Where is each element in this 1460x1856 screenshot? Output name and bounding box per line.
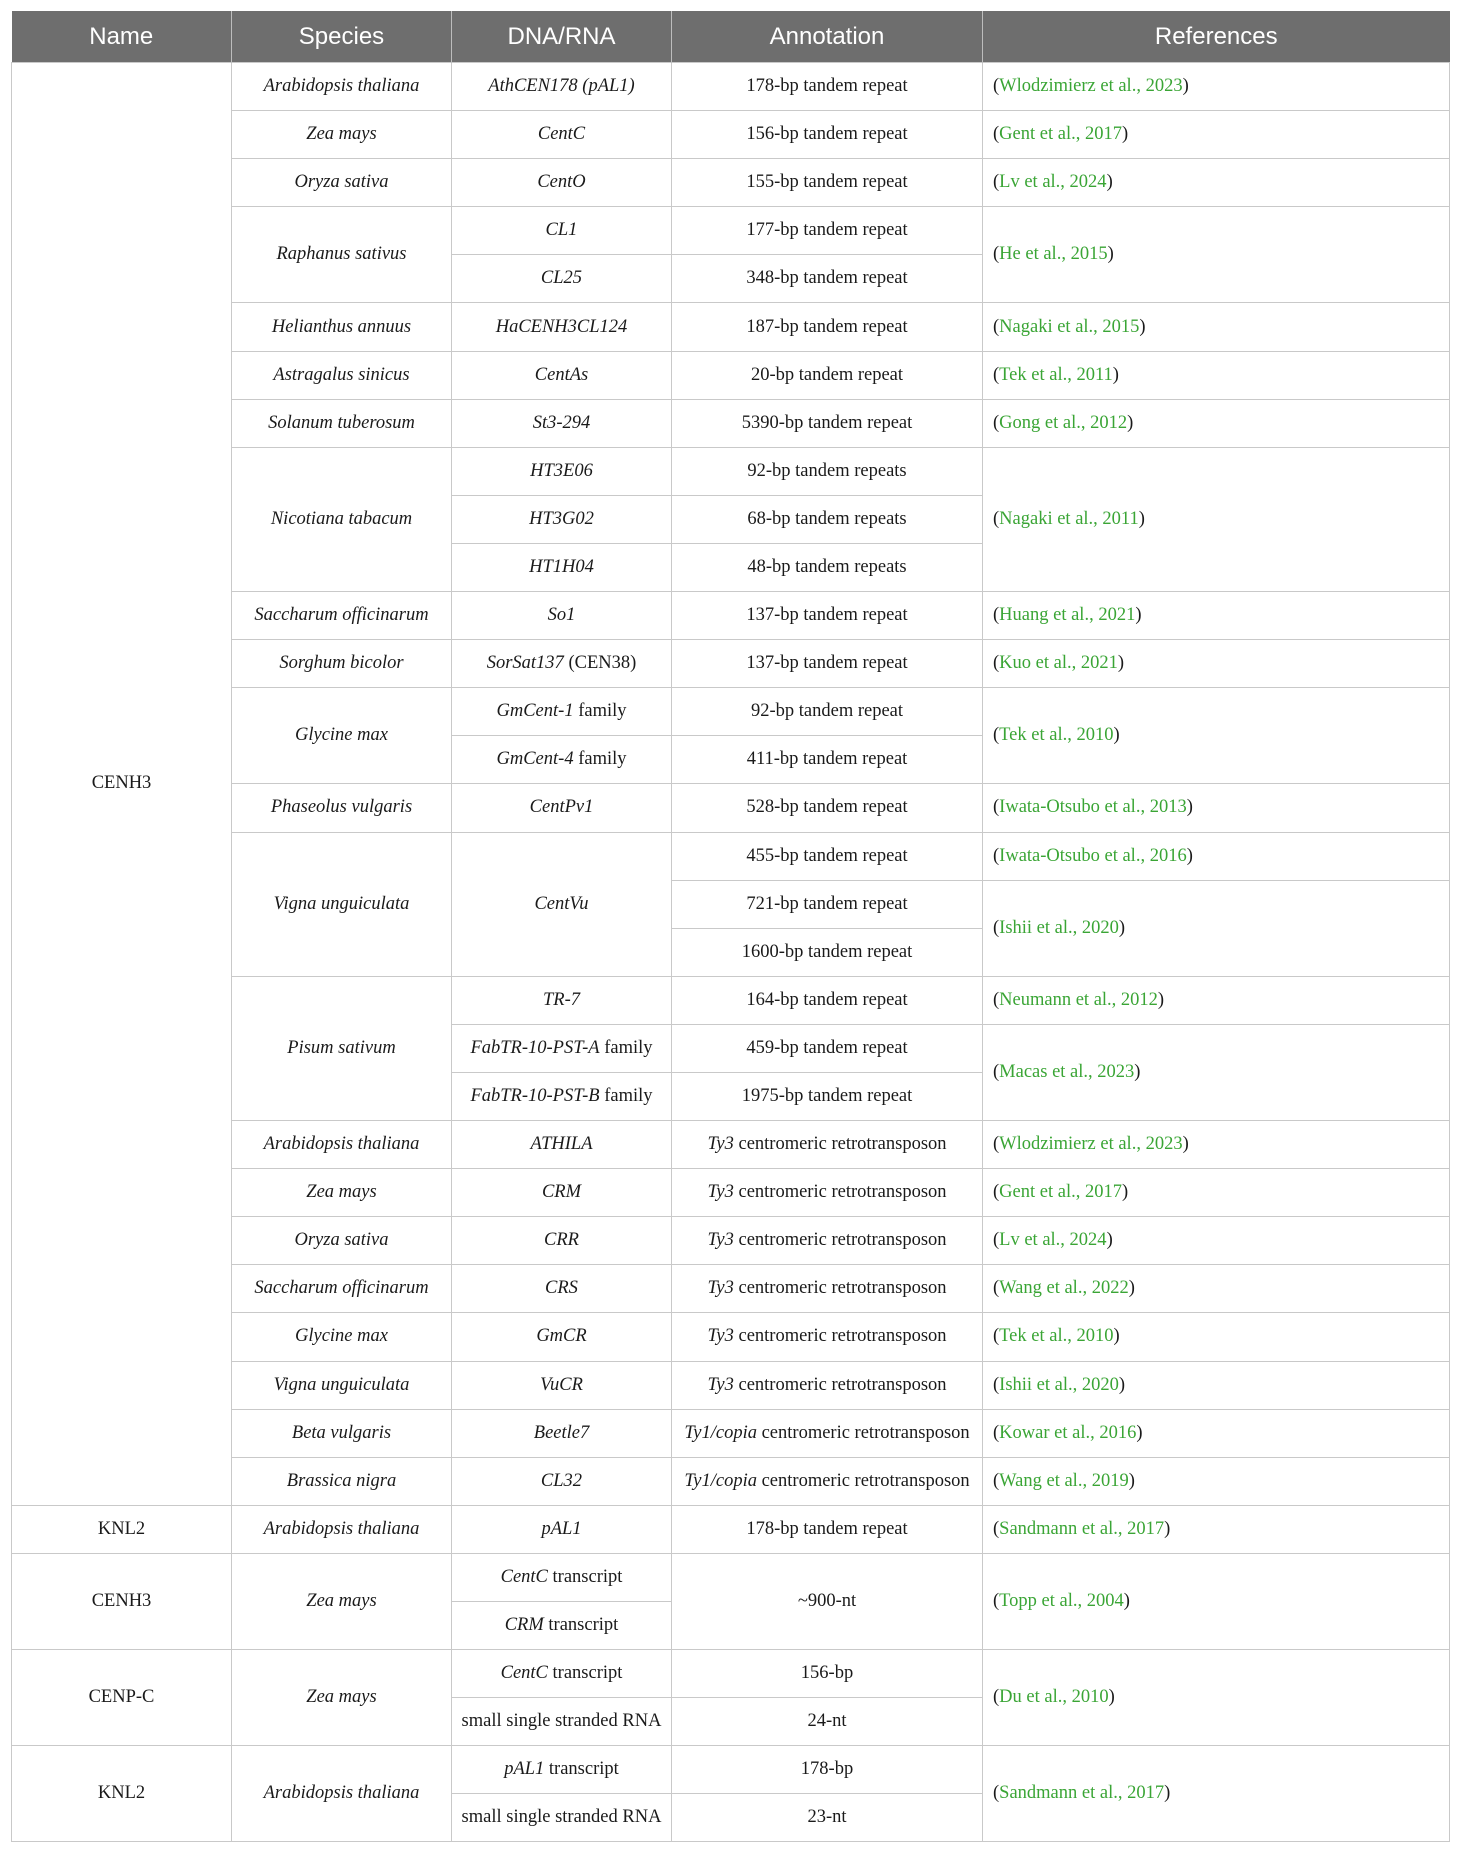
dna-cell: HT3E06 bbox=[452, 447, 672, 495]
reference-cell: (Gong et al., 2012) bbox=[983, 399, 1450, 447]
species-cell: Arabidopsis thaliana bbox=[232, 1746, 452, 1842]
name-cell: KNL2 bbox=[12, 1746, 232, 1842]
reference-link[interactable]: Macas et al., 2023 bbox=[999, 1061, 1135, 1082]
reference-cell: (Neumann et al., 2012) bbox=[983, 976, 1450, 1024]
annotation-cell: 156-bp bbox=[672, 1650, 983, 1698]
reference-link[interactable]: Sandmann et al., 2017 bbox=[999, 1783, 1165, 1804]
reference-cell: (Wlodzimierz et al., 2023) bbox=[983, 1121, 1450, 1169]
reference-link[interactable]: Lv et al., 2024 bbox=[999, 1230, 1107, 1251]
dna-cell: CRM transcript bbox=[452, 1602, 672, 1650]
annotation-cell: 177-bp tandem repeat bbox=[672, 207, 983, 255]
annotation-cell: 455-bp tandem repeat bbox=[672, 832, 983, 880]
header-species: Species bbox=[232, 11, 452, 63]
species-cell: Helianthus annuus bbox=[232, 303, 452, 351]
reference-link[interactable]: Wang et al., 2019 bbox=[999, 1470, 1129, 1491]
annotation-cell: 459-bp tandem repeat bbox=[672, 1024, 983, 1072]
dna-cell: St3-294 bbox=[452, 399, 672, 447]
data-table bbox=[11, 11, 1450, 1842]
reference-link[interactable]: Gent et al., 2017 bbox=[999, 124, 1122, 145]
dna-cell: FabTR-10-PST-B family bbox=[452, 1072, 672, 1120]
reference-link[interactable]: Huang et al., 2021 bbox=[999, 605, 1136, 626]
annotation-cell: 411-bp tandem repeat bbox=[672, 736, 983, 784]
reference-cell: (Tek et al., 2010) bbox=[983, 1313, 1450, 1361]
dna-cell: FabTR-10-PST-A family bbox=[452, 1024, 672, 1072]
dna-cell: CentC transcript bbox=[452, 1650, 672, 1698]
reference-link[interactable]: Ishii et al., 2020 bbox=[999, 917, 1119, 938]
annotation-cell: 24-nt bbox=[672, 1698, 983, 1746]
annotation-cell: 155-bp tandem repeat bbox=[672, 159, 983, 207]
reference-link[interactable]: He et al., 2015 bbox=[999, 244, 1108, 265]
reference-link[interactable]: Gong et al., 2012 bbox=[999, 412, 1128, 433]
reference-cell: (Lv et al., 2024) bbox=[983, 159, 1450, 207]
reference-cell: (Wlodzimierz et al., 2023) bbox=[983, 63, 1450, 111]
annotation-cell: Ty3 centromeric retrotransposon bbox=[672, 1265, 983, 1313]
dna-cell: Beetle7 bbox=[452, 1409, 672, 1457]
reference-link[interactable]: Nagaki et al., 2015 bbox=[999, 316, 1140, 337]
species-cell: Saccharum officinarum bbox=[232, 592, 452, 640]
reference-link[interactable]: Lv et al., 2024 bbox=[999, 172, 1107, 193]
annotation-cell: Ty3 centromeric retrotransposon bbox=[672, 1121, 983, 1169]
reference-cell: (Huang et al., 2021) bbox=[983, 592, 1450, 640]
annotation-cell: 528-bp tandem repeat bbox=[672, 784, 983, 832]
annotation-cell: Ty3 centromeric retrotransposon bbox=[672, 1313, 983, 1361]
reference-cell: (Ishii et al., 2020) bbox=[983, 1361, 1450, 1409]
species-cell: Oryza sativa bbox=[232, 159, 452, 207]
dna-cell: CRS bbox=[452, 1265, 672, 1313]
dna-cell: VuCR bbox=[452, 1361, 672, 1409]
reference-cell: (Nagaki et al., 2015) bbox=[983, 303, 1450, 351]
header-references: References bbox=[983, 11, 1450, 63]
reference-cell: (Kowar et al., 2016) bbox=[983, 1409, 1450, 1457]
reference-cell: (Macas et al., 2023) bbox=[983, 1024, 1450, 1120]
species-cell: Arabidopsis thaliana bbox=[232, 1121, 452, 1169]
species-cell: Zea mays bbox=[232, 1169, 452, 1217]
reference-link[interactable]: Wlodzimierz et al., 2023 bbox=[999, 1134, 1183, 1155]
annotation-cell: 721-bp tandem repeat bbox=[672, 880, 983, 928]
species-cell: Phaseolus vulgaris bbox=[232, 784, 452, 832]
species-cell: Solanum tuberosum bbox=[232, 399, 452, 447]
species-cell: Beta vulgaris bbox=[232, 1409, 452, 1457]
reference-cell: (Gent et al., 2017) bbox=[983, 1169, 1450, 1217]
annotation-cell: 187-bp tandem repeat bbox=[672, 303, 983, 351]
annotation-cell: Ty3 centromeric retrotransposon bbox=[672, 1169, 983, 1217]
species-cell: Nicotiana tabacum bbox=[232, 447, 452, 591]
reference-cell: (Lv et al., 2024) bbox=[983, 1217, 1450, 1265]
reference-cell: (Sandmann et al., 2017) bbox=[983, 1505, 1450, 1553]
reference-link[interactable]: Neumann et al., 2012 bbox=[999, 989, 1158, 1010]
annotation-cell: 48-bp tandem repeats bbox=[672, 543, 983, 591]
reference-cell: (He et al., 2015) bbox=[983, 207, 1450, 303]
reference-cell: (Nagaki et al., 2011) bbox=[983, 447, 1450, 591]
annotation-cell: 137-bp tandem repeat bbox=[672, 592, 983, 640]
name-cell: CENP-C bbox=[12, 1650, 232, 1746]
annotation-cell: Ty1/copia centromeric retrotransposon bbox=[672, 1457, 983, 1505]
species-cell: Zea mays bbox=[232, 1650, 452, 1746]
reference-cell: (Kuo et al., 2021) bbox=[983, 640, 1450, 688]
annotation-cell: 178-bp bbox=[672, 1746, 983, 1794]
annotation-cell: 1975-bp tandem repeat bbox=[672, 1072, 983, 1120]
reference-link[interactable]: Topp et al., 2004 bbox=[999, 1591, 1124, 1611]
dna-cell: ATHILA bbox=[452, 1121, 672, 1169]
species-cell: Arabidopsis thaliana bbox=[232, 1505, 452, 1553]
reference-cell: (Du et al., 2010) bbox=[983, 1650, 1450, 1746]
dna-cell: CL1 bbox=[452, 207, 672, 255]
reference-cell: (Iwata-Otsubo et al., 2013) bbox=[983, 784, 1450, 832]
annotation-cell: 164-bp tandem repeat bbox=[672, 976, 983, 1024]
dna-cell: HT1H04 bbox=[452, 543, 672, 591]
dna-cell: CentAs bbox=[452, 351, 672, 399]
annotation-cell: 20-bp tandem repeat bbox=[672, 351, 983, 399]
reference-link[interactable]: Tek et al., 2011 bbox=[999, 364, 1113, 385]
dna-cell: HT3G02 bbox=[452, 495, 672, 543]
table-row bbox=[12, 1746, 1450, 1794]
dna-cell: pAL1 bbox=[452, 1505, 672, 1553]
annotation-cell: 137-bp tandem repeat bbox=[672, 640, 983, 688]
reference-cell: (Gent et al., 2017) bbox=[983, 111, 1450, 159]
dna-cell: TR-7 bbox=[452, 976, 672, 1024]
reference-link[interactable]: Wlodzimierz et al., 2023 bbox=[999, 76, 1183, 97]
table-row bbox=[12, 1505, 1450, 1553]
reference-link[interactable]: Kuo et al., 2021 bbox=[999, 653, 1118, 674]
species-cell: Raphanus sativus bbox=[232, 207, 452, 303]
species-cell: Astragalus sinicus bbox=[232, 351, 452, 399]
reference-cell: (Wang et al., 2022) bbox=[983, 1265, 1450, 1313]
annotation-cell: 156-bp tandem repeat bbox=[672, 111, 983, 159]
dna-cell: SorSat137 (CEN38) bbox=[452, 640, 672, 688]
annotation-cell: 348-bp tandem repeat bbox=[672, 255, 983, 303]
header-dna-rna: DNA/RNA bbox=[452, 11, 672, 63]
name-cell: CENH3 bbox=[12, 1553, 232, 1649]
name-cell: KNL2 bbox=[12, 1505, 232, 1553]
name-cell: CENH3 bbox=[12, 63, 232, 1506]
reference-cell: (Iwata-Otsubo et al., 2016) bbox=[983, 832, 1450, 880]
reference-link[interactable]: Iwata-Otsubo et al., 2013 bbox=[999, 797, 1187, 818]
dna-cell: AthCEN178 (pAL1) bbox=[452, 63, 672, 111]
annotation-cell: Ty3 centromeric retrotransposon bbox=[672, 1361, 983, 1409]
reference-link[interactable]: Nagaki et al., 2011 bbox=[999, 508, 1139, 529]
dna-cell: GmCR bbox=[452, 1313, 672, 1361]
header-name: Name bbox=[12, 11, 232, 63]
dna-cell: So1 bbox=[452, 592, 672, 640]
species-cell: Zea mays bbox=[232, 1553, 452, 1649]
table-row bbox=[12, 63, 1450, 111]
annotation-cell: 1600-bp tandem repeat bbox=[672, 928, 983, 976]
species-cell: Vigna unguiculata bbox=[232, 1361, 452, 1409]
annotation-cell: Ty3 centromeric retrotransposon bbox=[672, 1217, 983, 1265]
species-cell: Vigna unguiculata bbox=[232, 832, 452, 976]
species-cell: Glycine max bbox=[232, 688, 452, 784]
reference-link[interactable]: Wang et al., 2022 bbox=[999, 1278, 1129, 1299]
reference-cell: (Ishii et al., 2020) bbox=[983, 880, 1450, 976]
dna-cell: CL32 bbox=[452, 1457, 672, 1505]
species-cell: Oryza sativa bbox=[232, 1217, 452, 1265]
reference-cell: (Topp et al., 2004) bbox=[983, 1553, 1450, 1649]
reference-link[interactable]: Tek et al., 2010 bbox=[999, 1326, 1114, 1347]
dna-cell: CL25 bbox=[452, 255, 672, 303]
reference-link[interactable]: Ishii et al., 2020 bbox=[999, 1374, 1119, 1395]
annotation-cell: 92-bp tandem repeat bbox=[672, 688, 983, 736]
annotation-cell: 178-bp tandem repeat bbox=[672, 1505, 983, 1553]
dna-cell: CRR bbox=[452, 1217, 672, 1265]
reference-link[interactable]: Tek et al., 2010 bbox=[999, 725, 1114, 746]
dna-cell: CentO bbox=[452, 159, 672, 207]
reference-link[interactable]: Du et al., 2010 bbox=[999, 1687, 1109, 1708]
species-cell: Saccharum officinarum bbox=[232, 1265, 452, 1313]
species-cell: Pisum sativum bbox=[232, 976, 452, 1120]
annotation-cell: 92-bp tandem repeats bbox=[672, 447, 983, 495]
header-row bbox=[12, 11, 1450, 63]
reference-cell: (Wang et al., 2019) bbox=[983, 1457, 1450, 1505]
species-cell: Zea mays bbox=[232, 111, 452, 159]
table-row bbox=[12, 1553, 1450, 1601]
annotation-cell: Ty1/copia centromeric retrotransposon bbox=[672, 1409, 983, 1457]
species-cell: Arabidopsis thaliana bbox=[232, 63, 452, 111]
dna-cell: CentPv1 bbox=[452, 784, 672, 832]
reference-link[interactable]: Kowar et al., 2016 bbox=[999, 1422, 1137, 1443]
annotation-cell: 5390-bp tandem repeat bbox=[672, 399, 983, 447]
reference-cell: (Sandmann et al., 2017) bbox=[983, 1746, 1450, 1842]
dna-cell: GmCent-4 family bbox=[452, 736, 672, 784]
dna-cell: CentC transcript bbox=[452, 1553, 672, 1601]
header-annotation: Annotation bbox=[672, 11, 983, 63]
dna-cell: small single stranded RNA bbox=[452, 1794, 672, 1842]
dna-cell: HaCENH3CL124 bbox=[452, 303, 672, 351]
reference-link[interactable]: Iwata-Otsubo et al., 2016 bbox=[999, 845, 1187, 866]
reference-cell: (Tek et al., 2010) bbox=[983, 688, 1450, 784]
reference-link[interactable]: Gent et al., 2017 bbox=[999, 1182, 1122, 1203]
annotation-cell: 68-bp tandem repeats bbox=[672, 495, 983, 543]
dna-cell: CRM bbox=[452, 1169, 672, 1217]
annotation-cell: 178-bp tandem repeat bbox=[672, 63, 983, 111]
species-cell: Glycine max bbox=[232, 1313, 452, 1361]
reference-cell: (Tek et al., 2011) bbox=[983, 351, 1450, 399]
reference-link[interactable]: Sandmann et al., 2017 bbox=[999, 1518, 1165, 1539]
species-cell: Sorghum bicolor bbox=[232, 640, 452, 688]
species-cell: Brassica nigra bbox=[232, 1457, 452, 1505]
dna-cell: GmCent-1 family bbox=[452, 688, 672, 736]
annotation-cell: 23-nt bbox=[672, 1794, 983, 1842]
dna-cell: small single stranded RNA bbox=[452, 1698, 672, 1746]
dna-cell: CentVu bbox=[452, 832, 672, 976]
dna-cell: CentC bbox=[452, 111, 672, 159]
annotation-cell: ~900-nt bbox=[672, 1553, 983, 1649]
table-row bbox=[12, 1650, 1450, 1698]
dna-cell: pAL1 transcript bbox=[452, 1746, 672, 1794]
